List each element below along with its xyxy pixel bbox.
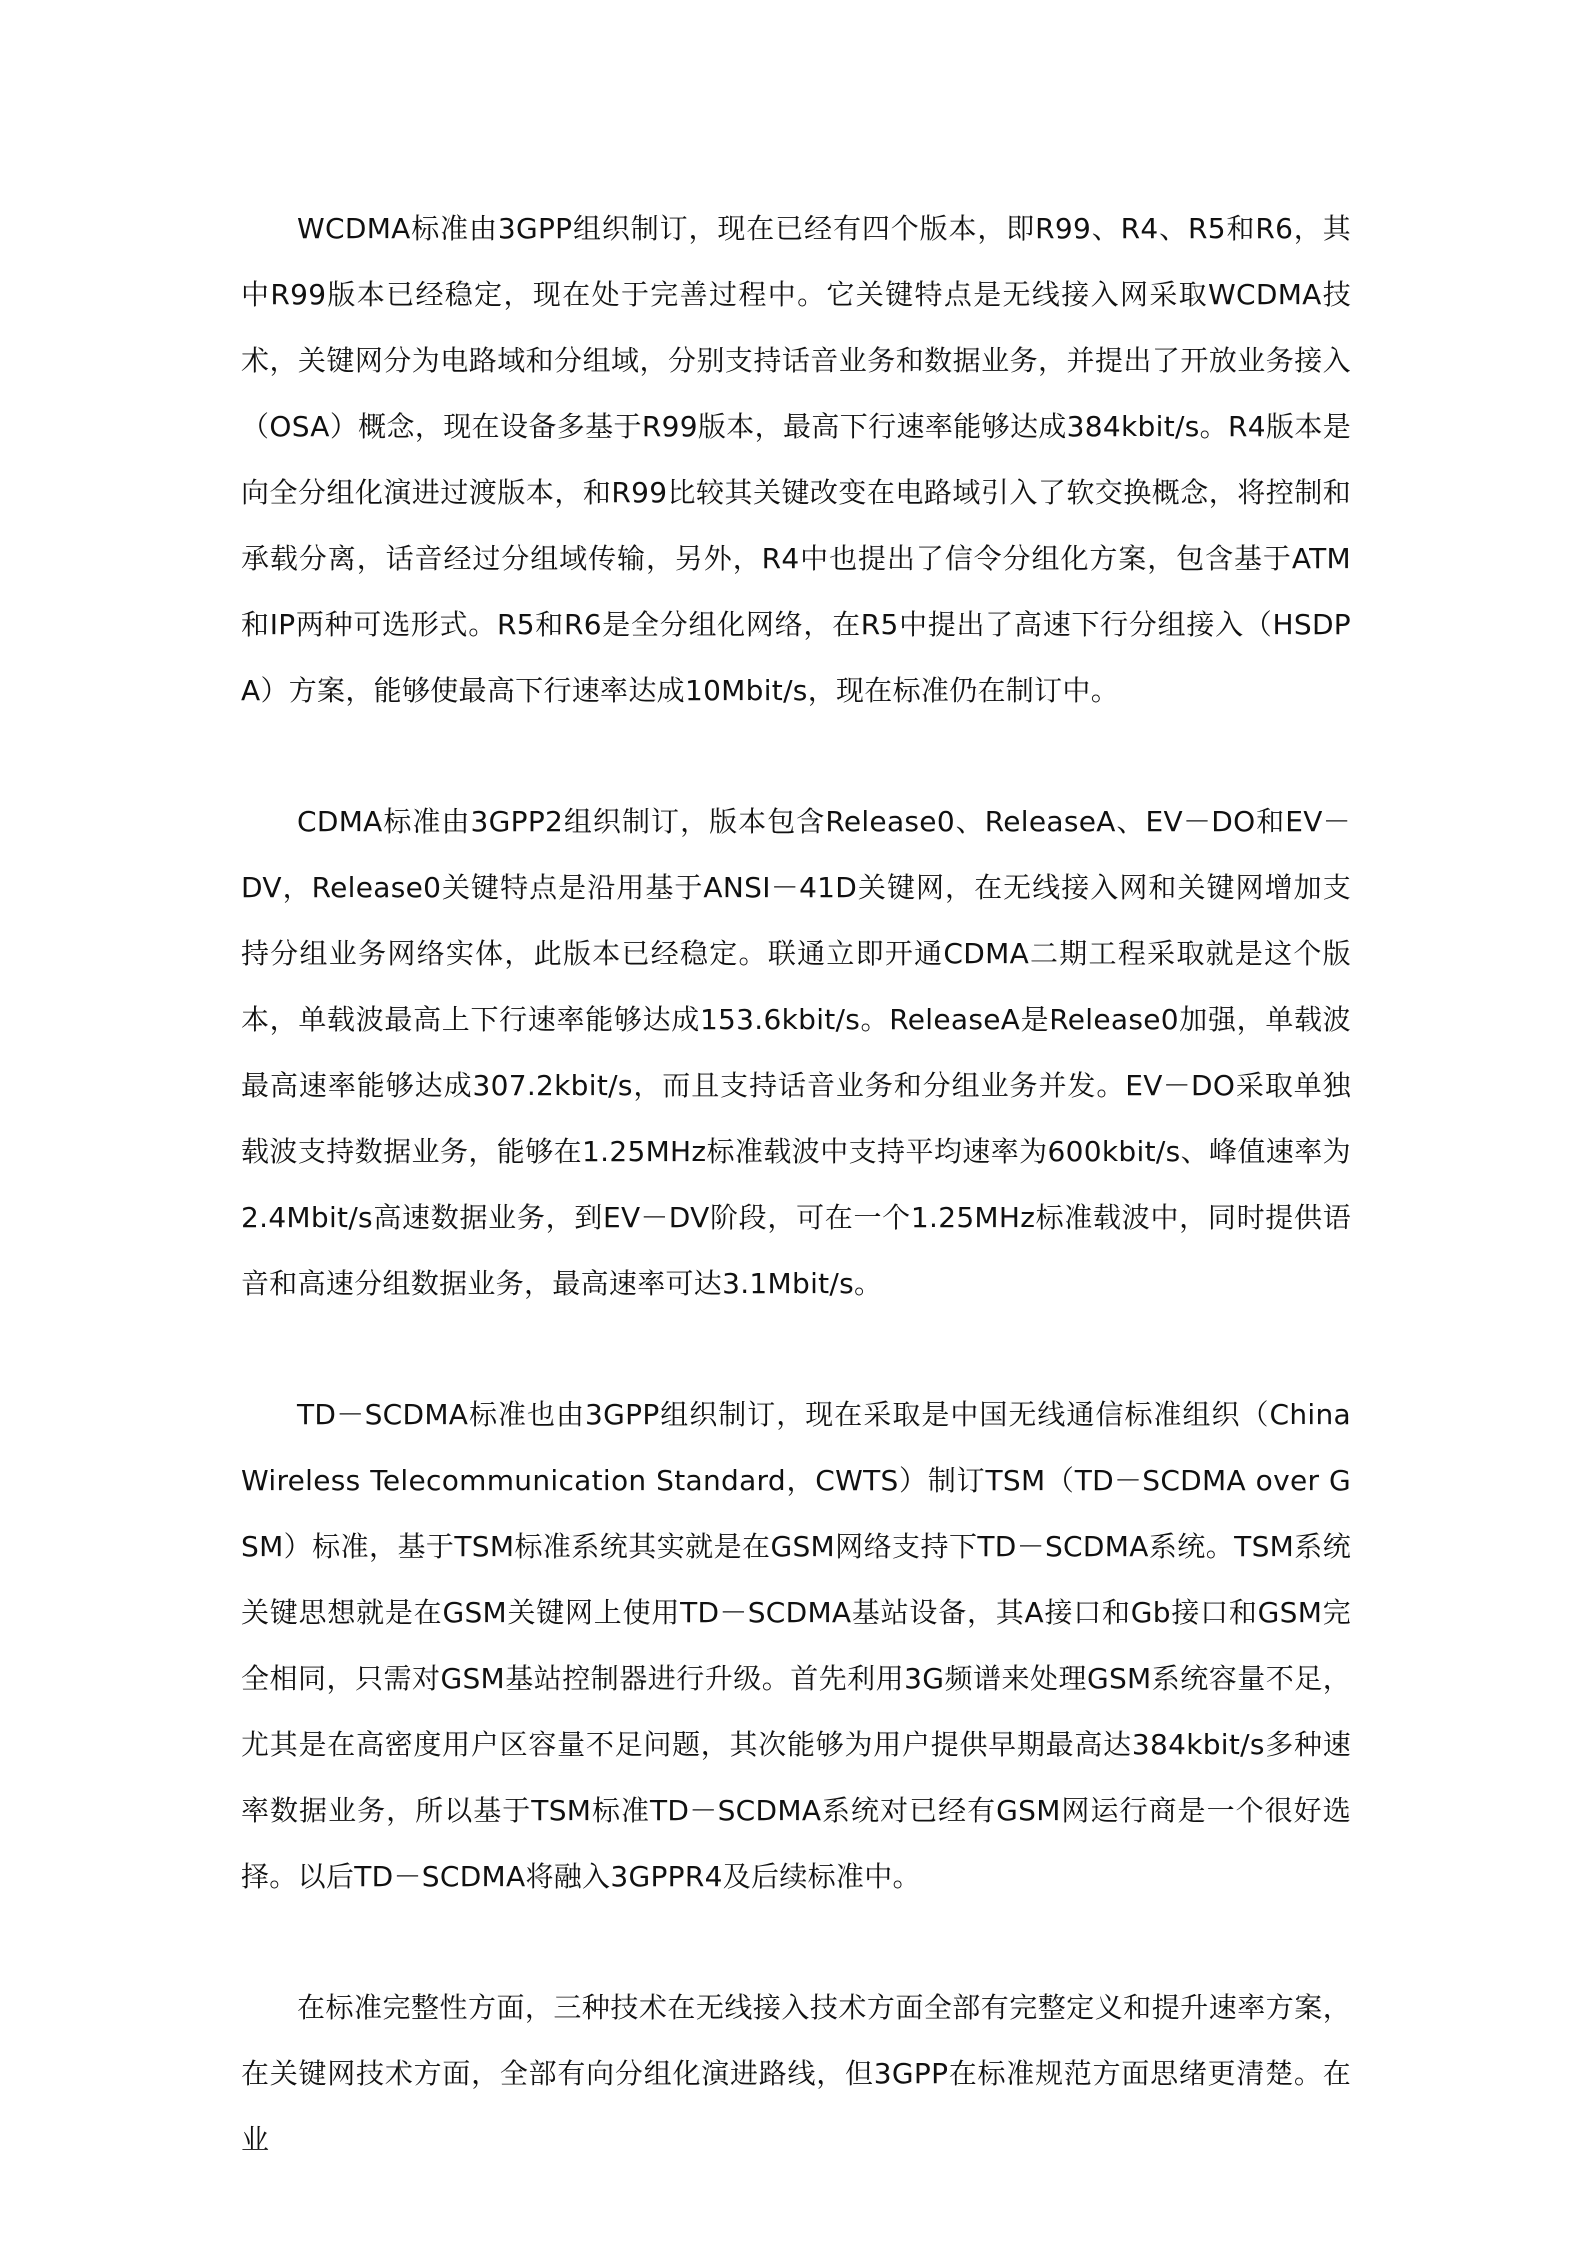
paragraph-standard-completeness: 在标准完整性方面，三种技术在无线接入技术方面全部有完整定义和提升速率方案，在关键网技术方面，全部有向分组化演进路线，但3GPP在标准规范方面思绪更清楚。在业 <box>241 1991 1351 2156</box>
paragraph-td-scdma: TD－SCDMA标准也由3GPP组织制订，现在采取是中国无线通信标准组织（China Wireless Telecommunication Standard，CWTS）制订TSM（TD－SCDMA over GSM）标准，基于TSM标准系统其实就是在GSM网络支持下TD－SCDMA系统。TSM系统关键思想就是在GSM关键网上使用TD－SCDMA基站设备，其A接口和Gb接口和GSM完全相同，只需对GSM基站控制器进行升级。首先利用3G频谱来处理GSM系统容量不足，尤其是在高密度用户区容量不足问题，其次能够为用户提供早期最高达384kbit/s多种速率数据业务，所以基于TSM标准TD－SCDMA系统对已经有GSM网运行商是一个很好选择。以后TD－SCDMA将融入3GPPR4及后续标准中。 <box>241 1398 1351 1893</box>
paragraph-cdma: CDMA标准由3GPP2组织制订，版本包含Release0、ReleaseA、EV－DO和EV－DV，Release0关键特点是沿用基于ANSI－41D关键网，在无线接入网和关键网增加支持分组业务网络实体，此版本已经稳定。联通立即开通CDMA二期工程采取就是这个版本，单载波最高上下行速率能够达成153.6kbit/s。ReleaseA是Release0加强，单载波最高速率能够达成307.2kbit/s，而且支持话音业务和分组业务并发。EV－DO采取单独载波支持数据业务，能够在1.25MHz标准载波中支持平均速率为600kbit/s、峰值速率为2.4Mbit/s高速数据业务，到EV－DV阶段，可在一个1.25MHz标准载波中，同时提供语音和高速分组数据业务，最高速率可达3.1Mbit/s。 <box>241 805 1351 1300</box>
paragraph-wcdma: WCDMA标准由3GPP组织制订，现在已经有四个版本，即R99、R4、R5和R6，其中R99版本已经稳定，现在处于完善过程中。它关键特点是无线接入网采取WCDMA技术，关键网分为电路域和分组域，分别支持话音业务和数据业务，并提出了开放业务接入（OSA）概念，现在设备多基于R99版本，最高下行速率能够达成384kbit/s。R4版本是向全分组化演进过渡版本，和R99比较其关键改变在电路域引入了软交换概念，将控制和承载分离，话音经过分组域传输，另外，R4中也提出了信令分组化方案，包含基于ATM和IP两种可选形式。R5和R6是全分组化网络，在R5中提出了高速下行分组接入（HSDPA）方案，能够使最高下行速率达成10Mbit/s，现在标准仍在制订中。 <box>241 212 1351 707</box>
document-body <box>241 196 1351 2238</box>
